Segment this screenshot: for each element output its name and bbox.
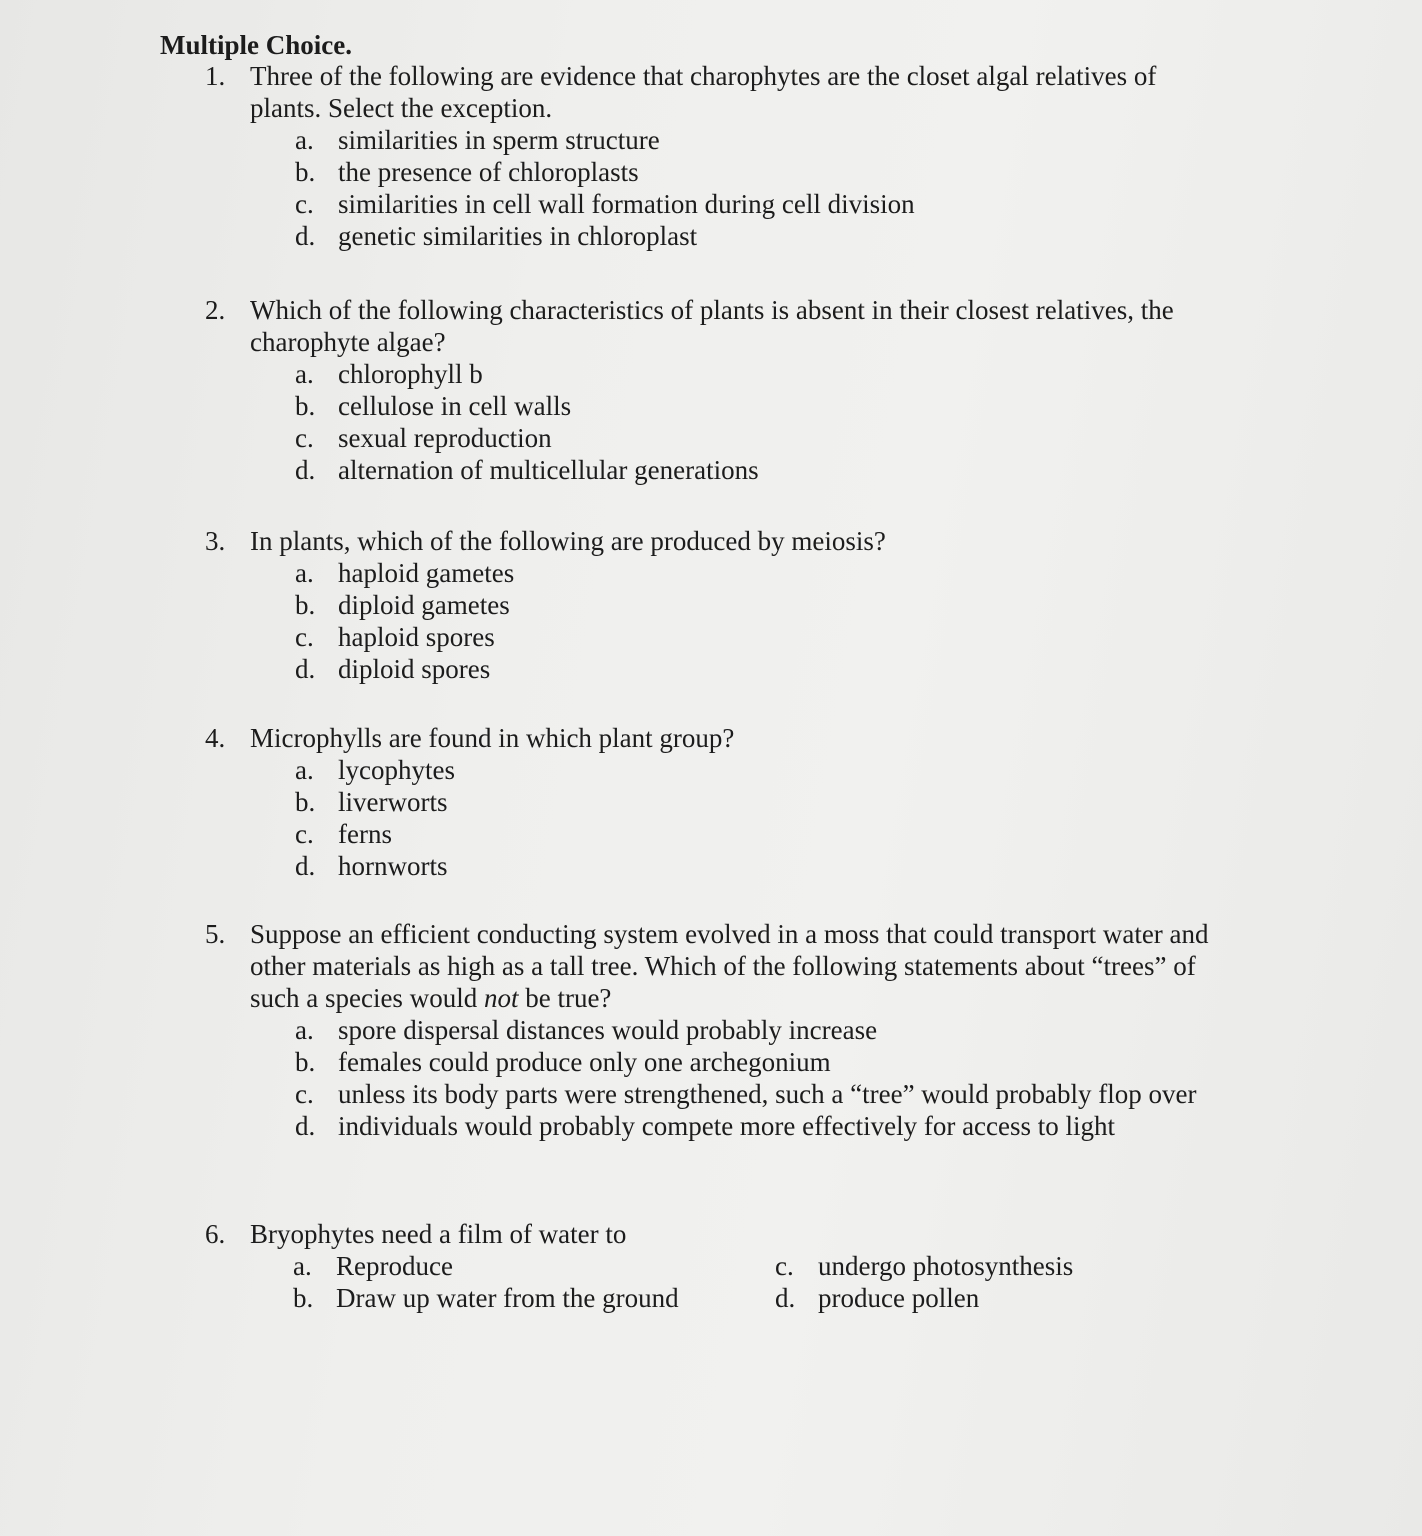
option-letter: b.: [293, 1283, 314, 1313]
option-a: [295, 557, 1215, 589]
question-text-part: Suppose an efficient conducting system evolved in a moss that could transport water and other materials as high as a tall tree. Which of the following statements about “trees” of such a species would: [250, 919, 1209, 1013]
option-text: undergo photosynthesis: [818, 1251, 1074, 1281]
question-text-emphasis: not: [483, 983, 519, 1013]
option-letter: c.: [295, 819, 314, 849]
option-letter: d.: [295, 455, 316, 485]
option-letter: c.: [295, 189, 314, 219]
option-text: the presence of chloroplasts: [338, 157, 639, 187]
option-letter: c.: [295, 423, 314, 453]
question-text: Which of the following characteristics of plants is absent in their closest relatives, the charophyte algae?: [250, 295, 1174, 357]
option-text: spore dispersal distances would probably increase: [338, 1015, 878, 1045]
options-column-right: [775, 1250, 1135, 1314]
option-text: ferns: [338, 819, 392, 849]
option-letter: c.: [775, 1251, 794, 1281]
option-letter: d.: [295, 851, 316, 881]
option-a: [295, 754, 1215, 786]
option-d: [775, 1282, 1135, 1314]
option-text: produce pollen: [818, 1283, 980, 1313]
option-c: [295, 422, 1215, 454]
option-text: diploid gametes: [338, 590, 510, 620]
option-c: [775, 1250, 1135, 1282]
question-text: Microphylls are found in which plant group?: [250, 723, 735, 753]
option-letter: b.: [295, 787, 316, 817]
question-number: 1.: [205, 61, 226, 91]
option-b: [295, 390, 1215, 422]
option-letter: b.: [295, 391, 316, 421]
option-d: [295, 220, 1215, 252]
option-b: [293, 1282, 775, 1314]
option-text: similarities in cell wall formation during cell division: [338, 189, 915, 219]
option-text: cellulose in cell walls: [338, 391, 572, 421]
option-b: [295, 1046, 1215, 1078]
section-heading: Multiple Choice.: [160, 30, 352, 60]
option-letter: a.: [295, 558, 314, 588]
option-letter: a.: [295, 359, 314, 389]
question-6: [205, 1218, 1215, 1314]
question-number: 5.: [205, 919, 226, 949]
option-d: [295, 454, 1215, 486]
question-1: [205, 60, 1215, 252]
option-text: lycophytes: [338, 755, 455, 785]
option-text: haploid gametes: [338, 558, 515, 588]
option-text: females could produce only one archegonium: [338, 1047, 831, 1077]
option-d: [295, 1110, 1215, 1142]
option-text: chlorophyll b: [338, 359, 483, 389]
option-b: [295, 589, 1215, 621]
option-c: [295, 188, 1215, 220]
options-column-left: [293, 1250, 775, 1314]
option-c: [295, 818, 1215, 850]
question-text: Bryophytes need a film of water to: [250, 1219, 627, 1249]
option-c: [295, 621, 1215, 653]
options-list: [295, 124, 1215, 252]
option-letter: b.: [295, 157, 316, 187]
options-list: [295, 358, 1215, 486]
options-list: [295, 557, 1215, 685]
option-a: [295, 358, 1215, 390]
option-letter: d.: [295, 221, 316, 251]
options-list: [295, 1014, 1215, 1142]
option-letter: b.: [295, 590, 316, 620]
option-letter: c.: [295, 1079, 314, 1109]
question-number: 2.: [205, 295, 226, 325]
option-text: genetic similarities in chloroplast: [338, 221, 698, 251]
option-text: individuals would probably compete more effectively for access to light: [338, 1111, 1116, 1141]
question-5: [205, 918, 1215, 1142]
option-letter: d.: [295, 654, 316, 684]
option-letter: a.: [295, 755, 314, 785]
question-number: 3.: [205, 526, 226, 556]
option-letter: d.: [775, 1283, 796, 1313]
option-letter: a.: [295, 125, 314, 155]
option-b: [295, 156, 1215, 188]
option-a: [293, 1250, 775, 1282]
question-text: [250, 918, 1215, 1014]
option-d: [295, 850, 1215, 882]
option-b: [295, 786, 1215, 818]
option-text: hornworts: [338, 851, 448, 881]
option-text: Draw up water from the ground: [336, 1283, 679, 1313]
option-text: alternation of multicellular generations: [338, 455, 759, 485]
option-text: Reproduce: [336, 1251, 453, 1281]
question-3: [205, 525, 1215, 685]
question-number: 6.: [205, 1219, 226, 1249]
option-letter: d.: [295, 1111, 316, 1141]
option-text: sexual reproduction: [338, 423, 552, 453]
option-d: [295, 653, 1215, 685]
question-number: 4.: [205, 723, 226, 753]
question-text: In plants, which of the following are produced by meiosis?: [250, 526, 886, 556]
options-list: [293, 1250, 1215, 1314]
option-text: haploid spores: [338, 622, 495, 652]
question-text-part: be true?: [518, 983, 612, 1013]
question-text: Three of the following are evidence that charophytes are the closet algal relatives of plants. Select the exception.: [250, 61, 1157, 123]
option-text: similarities in sperm structure: [338, 125, 660, 155]
option-text: diploid spores: [338, 654, 491, 684]
option-letter: c.: [295, 622, 314, 652]
option-c: [295, 1078, 1215, 1110]
option-letter: a.: [295, 1015, 314, 1045]
option-a: [295, 124, 1215, 156]
option-letter: a.: [293, 1251, 312, 1281]
option-text: unless its body parts were strengthened, such a “tree” would probably flop over: [338, 1079, 1197, 1109]
options-list: [295, 754, 1215, 882]
question-4: [205, 722, 1215, 882]
option-text: liverworts: [338, 787, 448, 817]
option-a: [295, 1014, 1215, 1046]
option-letter: b.: [295, 1047, 316, 1077]
question-2: [205, 294, 1215, 486]
